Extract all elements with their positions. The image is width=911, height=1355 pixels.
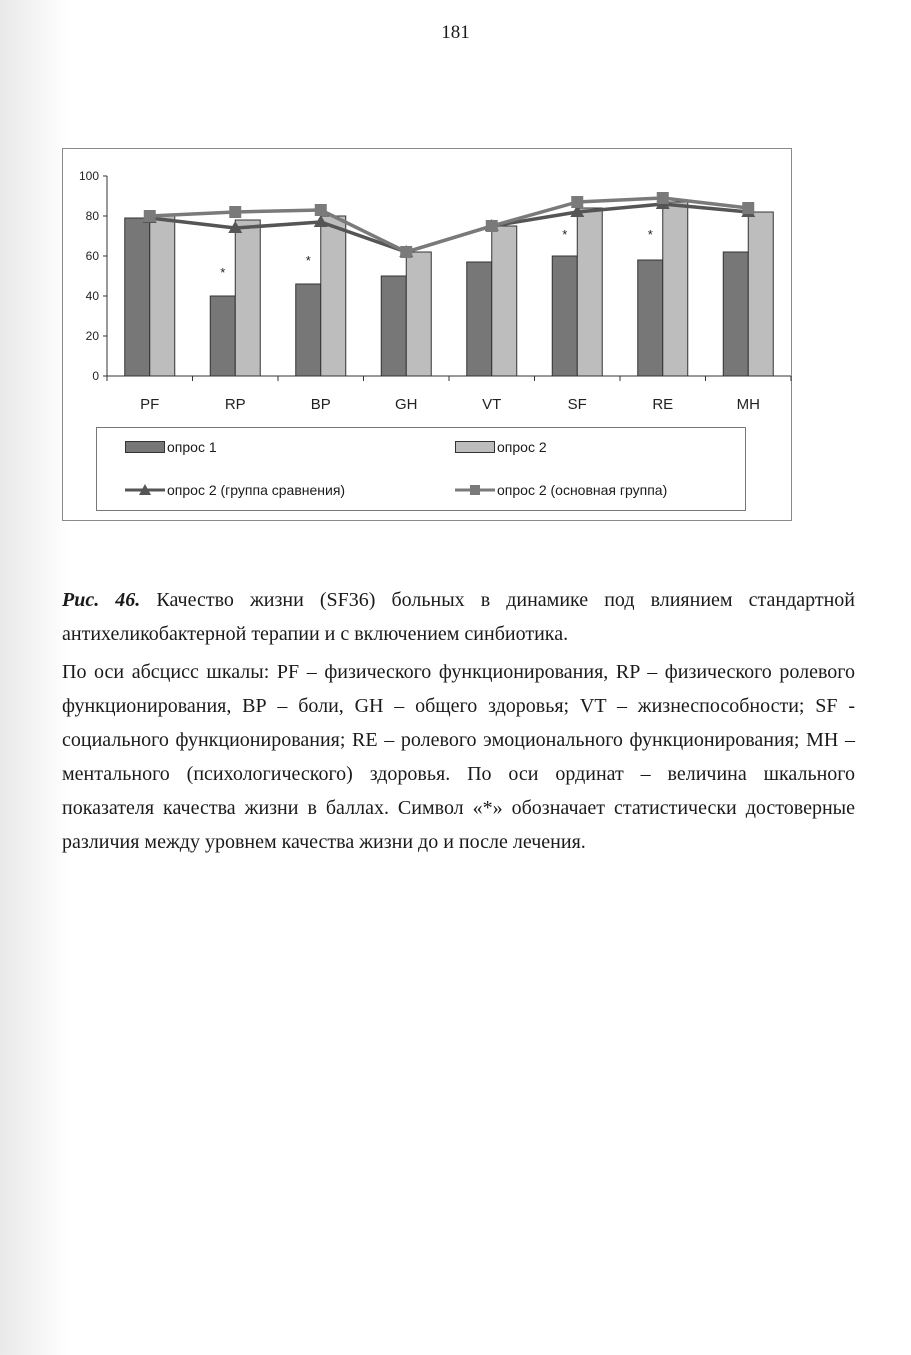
y-tick-label: 80: [85, 209, 99, 223]
caption-paragraph: [62, 583, 855, 651]
caption-title: Рис. 46.: [62, 589, 141, 611]
legend-item-comparison-group: [125, 482, 345, 498]
significance-asterisk: *: [305, 253, 311, 268]
square-marker: [571, 196, 583, 208]
bar: [467, 262, 492, 376]
bar: [748, 212, 773, 376]
legend-item-main-group: [455, 482, 667, 498]
bar: [321, 216, 346, 376]
bar: [723, 252, 748, 376]
legend-item-survey-1: [125, 439, 217, 455]
legend-item-survey-2: [455, 439, 547, 455]
legend-label-survey-2: опрос 2: [497, 439, 547, 455]
scan-shadow: [0, 0, 70, 1355]
legend-swatch-survey-1: [125, 441, 165, 453]
x-tick-label: GH: [395, 396, 418, 413]
y-tick-label: 0: [92, 369, 99, 383]
bar: [150, 216, 175, 376]
significance-asterisk: *: [562, 227, 568, 242]
significance-asterisk: *: [220, 265, 226, 280]
quality-of-life-chart: [63, 149, 793, 429]
y-tick-label: 100: [78, 169, 99, 183]
bar: [492, 226, 517, 376]
bar: [552, 256, 577, 376]
square-marker: [486, 220, 498, 232]
y-tick-label: 40: [85, 289, 99, 303]
bar: [577, 208, 602, 376]
legend-label-main-group: опрос 2 (основная группа): [497, 482, 668, 498]
legend-label-comparison-group: опрос 2 (группа сравнения): [167, 482, 346, 498]
bar: [235, 220, 260, 376]
x-tick-label: RP: [224, 396, 246, 413]
bar: [296, 284, 321, 376]
square-marker: [742, 202, 754, 214]
bar: [406, 252, 431, 376]
x-tick-label: MH: [736, 396, 760, 413]
bar: [663, 202, 688, 376]
x-tick-label: PF: [140, 396, 160, 413]
bar: [210, 296, 235, 376]
page-number: 181: [441, 22, 470, 43]
square-marker: [657, 192, 669, 204]
legend-label-survey-1: опрос 1: [167, 439, 217, 455]
square-marker: [229, 206, 241, 218]
bar: [638, 260, 663, 376]
figure-frame: [62, 148, 792, 521]
square-marker: [315, 204, 327, 216]
legend-swatch-survey-2: [455, 441, 495, 453]
chart-legend: [96, 427, 746, 511]
y-tick-label: 20: [85, 329, 99, 343]
legend-line-square-icon: [455, 483, 495, 497]
square-marker: [400, 246, 412, 258]
figure-caption: [62, 583, 855, 859]
x-tick-label: BP: [310, 396, 331, 413]
x-tick-label: SF: [567, 396, 587, 413]
significance-asterisk: *: [647, 227, 653, 242]
x-tick-label: VT: [482, 396, 502, 413]
caption-note: По оси абсцисс шкалы: PF – физического функционирования, RP – физического ролевого функционирования, ВР – боли, GH – общего здоровья; VT – жизнеспособности; SF - социального функционирования; RE – ролевого эмоционального функционирования; МН – ментального (психологического) здоровья. По оси ординат – величина шкального показателя качества жизни в баллах. Символ «*» обозначает статистически достоверные различия между уровнем качества жизни до и после лечения.: [62, 661, 855, 853]
bar: [125, 218, 150, 376]
square-marker: [144, 210, 156, 222]
x-tick-label: RE: [652, 396, 674, 413]
bar: [381, 276, 406, 376]
y-tick-label: 60: [85, 249, 99, 263]
caption-text: Качество жизни (SF36) больных в динамике под влиянием стандартной антихеликобактерной терапии и с включением синбиотика.: [62, 589, 856, 645]
legend-line-triangle-icon: [125, 483, 165, 497]
